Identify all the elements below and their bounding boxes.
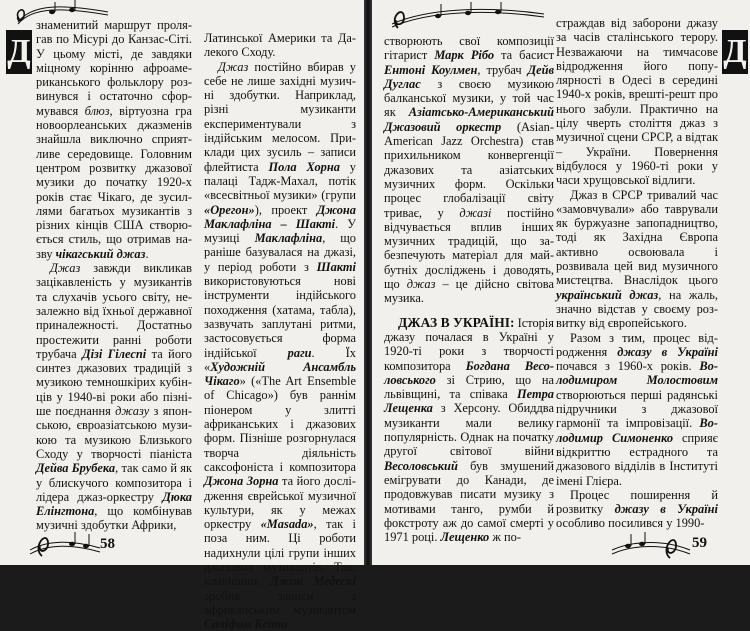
music-notes-ornament-icon [388,2,548,32]
right-column-2: страждав від заборони джазу за часів сталінського терору. Незважаючи на тимчасове відродження його популярності в Одесі в середині 1940-х років, врешті-решт про нього забули. Практично на цілу чверть століття джаз з музичної сцени СРСР, а відтак – України. Повернення відбулося у 1960-ті роки у часи хрущовської відлиги. Джаз в СРСР тривалий час «замовчували» або таврували як буржуазне запопадництво, тоді як Західна Європа активно освоювала і розвивала цей вид музичного мистецтва. Внаслідок цього український джаз, на жаль, значно відстав у своєму розвитку від європейського. Разом з тим, процес відродження джазу в Україні почався з 1960-х років. Володимиром Молостовим створюються перші радянські підручники з джазової гармонії та імпровізації. Володимир Симоненко сприяє відкриттю естрадного та джазового відділів в Інституті імені Глієра. Процес поширення й розвитку джазу в Україні особливо посилився у 1990- [556,16,719,531]
dropcap-left: Д [6,30,32,74]
book-gutter [364,0,372,565]
treble-clef-ornament-icon [28,526,102,560]
right-column-1: створюють свої композиції гітарист Марк Рібо та басист Ентоні Коулмен, трубач Дейв Дуглас з своєю музикою балканської музики, у той час як Азіатсько-Американський Джазовий оркестр (Asian-American Jazz Orchestra) став прихильником конвергенції джазових та азіатських музичних форм. Оскільки процес глобалізації світу триває, у джазі постійно відчувається вплив інших музичних традицій, що забезпечують матеріал для майбутніх досліджень і доводять, що джаз – це дійсно світова музика. ДЖАЗ В УКРАЇНІ: Історія джазу почалася в Україні у 1920-ті роки з творчості композитора Богдана Весоловського зі Стрию, що на львівщині, та співака Петра Лещенка з Херсону. Обиддва музиканти мали велику популярність. Однак на початку другої світової війни Весоловський був змушений емігрувати до Канади, де продовжував писати музику з мотивами танго, румби й фокстроту аж до самої смерті у 1971 році. Лещенко ж по- [384,34,554,545]
dropcap-right: Д [722,30,748,74]
page-number-left: 58 [100,536,115,552]
left-page [0,0,364,631]
page-number-right: 59 [692,535,707,551]
left-column-2: Латинської Америки та Далекого Сходу. Джаз постійно вбирав у себе не лише західні музичні здобутки. Наприклад, різні музиканти експериментували з індійським мелосом. Приклади цих зусиль – записи флейтиста Пола Хорна у палаці Тадж-Махал, потік «всесвітньої музики» (групи «Орегон»), проект Джона Маклафліна – Шакті. У музиці Маклафліна, що раніше базувалася на джазі, у період роботи з Шакті використовуються нові інструменти індійського походження (хатама, табла), зазвучать заплутані ритми, застосовується форма індійської раги. Їх «Художній Ансамбль Чікаго» («The Art Ensemble of Chicago») був раннім піонером у злитті африканських і джазових форм. Пізніше розгорнулася творча діяльність саксофоніста і композитора Джона Зорна та його дослідження єврейської музичної культури, як у межах оркестру «Masada», так і поза ним. Ці роботи надихнули цілі групи інших джазових музикантів. Так, клавішник Джон Медескі зробив записи з африканським музикантом Саліфом Кеїта. [204,31,357,631]
left-column-1: знаменитий маршрут пролягав по Місурі до Канзас-Сіті. У цьому місті, де завдяки міцному корінню афроамериканського фольклору розвинувся і остаточно сформувався блюз, віртуозна гра новоорлеанських джазменів знайшла виключно сприятливе середовище. Головним центром розвитку джазової музики до початку 1920-х років стає Чікаго, де зусиллями багатьох музикантів з різних кінців США створюється стиль, що отримав назву чікагський джаз. Джаз завжди викликав зацікавленість у музикантів та слухачів усього світу, незалежно від їхньої державної приналежності. Достатньо простежити ранні роботи трубача Дізі Гілеспі та його синтез джазових традицій з музикою темношкірих кубінців у 1940-ві роки або пізніше поєднання джазу з японською, євроазіатською музикою та музикою Близького Сходу у творчості піаніста Дейва Брубека, так само й як у блискучого композитора і лідера джаз-оркестру Дюка Елінгтона, що комбінував музичні здобутки Африки, [36,18,192,533]
treble-clef-ornament-icon [610,528,692,562]
